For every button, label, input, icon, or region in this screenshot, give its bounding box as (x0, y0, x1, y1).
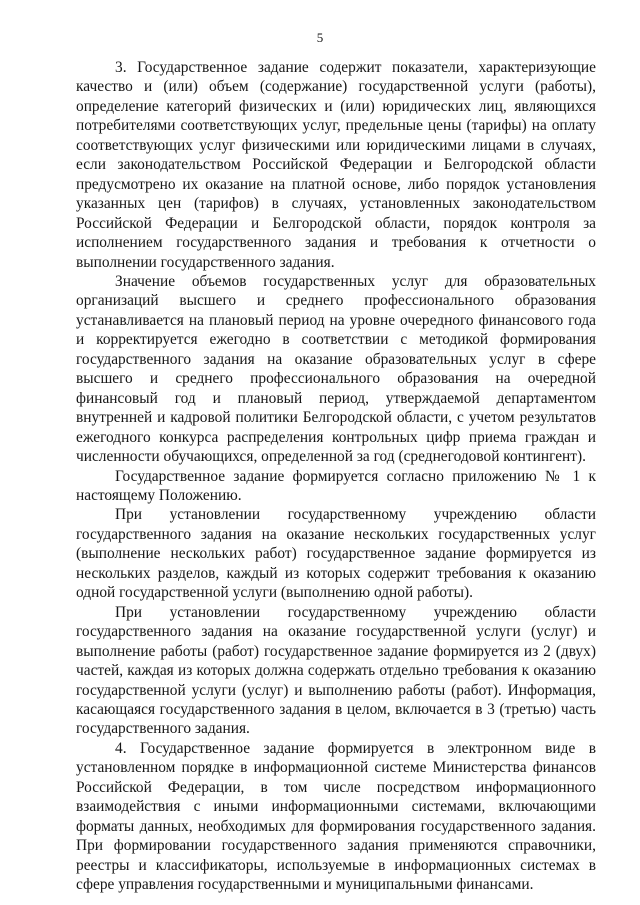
paragraph-service-volumes: Значение объемов государственных услуг для образовательных организаций высшего и среднего профессионального образования устанавливается на плановый период на уровне очередного финансового года и корректируется ежегодно в соответствии с методикой формирования государственного задания на оказание образовательных услуг в сфере высшего и среднего профессионального образования на очередной финансовый год и плановый период, утверждаемой департаментом внутренней и кадровой политики Белгородской области, с учетом результатов ежегодного конкурса распределения контрольных цифр приема граждан и численности обучающихся, определенной за год (среднегодовой контингент). (76, 272, 596, 466)
page-number: 5 (316, 30, 324, 45)
paragraph-multiple-services: При установлении государственному учреждению области государственного задания на оказание нескольких государственных услуг (выполнение нескольких работ) государственное задание формируется из нескольких разделов, каждый из которых содержит требования к оказанию одной государственной услуги (выполнению одной работы). (76, 506, 596, 602)
paragraph-section-4: 4. Государственное задание формируется в электронном виде в установленном порядке в информационной системе Министерства финансов Российской Федерации, в том числе посредством информационного взаимодействия с иными информационными системами, включающими форматы данных, необходимых для формирования государственного задания. При формировании государственного задания применяются справочники, реестры и классификаторы, используемые в информационных системах в сфере управления государственными и муниципальными финансами. (76, 739, 596, 894)
paragraph-appendix-reference: Государственное задание формируется согласно приложению № 1 к настоящему Положению. (76, 467, 596, 504)
paragraph-section-3: 3. Государственное задание содержит показатели, характеризующие качество и (или) объем (содержание) государственной услуги (работы), определение категорий физических и (или) юридических лиц, являющихся потребителями соответствующих услуг, предельные цены (тарифы) на оплату соответствующих услуг физическими или юридическими лицами в случаях, если законодательством Российской Федерации и Белгородской области предусмотрено их оказание на платной основе, либо порядок установления указанных цен (тарифов) в случаях, установленных законодательством Российской Федерации и Белгородской области, порядок контроля за исполнением государственного задания и требования к отчетности о выполнении государственного задания. (76, 59, 596, 271)
document-body (76, 58, 596, 894)
paragraph-services-and-works: При установлении государственному учреждению области государственного задания на оказание государственной услуги (услуг) и выполнение работы (работ) государственное задание формируется из 2 (двух) частей, каждая из которых должна содержать отдельно требования к оказанию государственной услуги (услуг) и выполнению работы (работ). Информация, касающаяся государственного задания в целом, включается в 3 (третью) часть государственного задания. (76, 603, 596, 738)
